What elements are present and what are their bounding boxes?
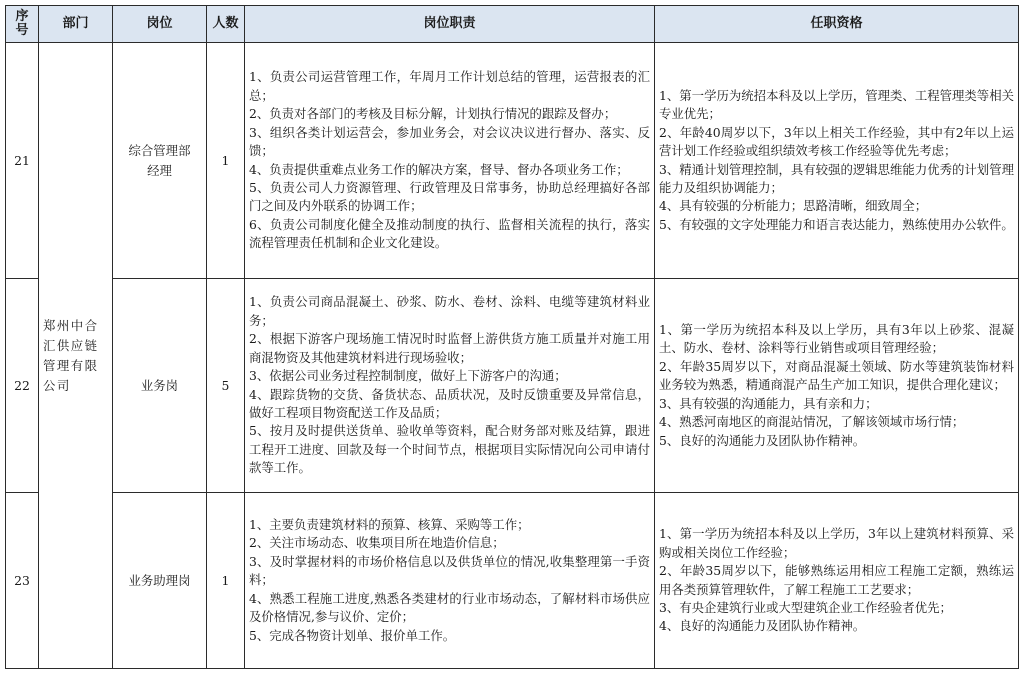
qualification-item: 5、有较强的文字处理能力和语言表达能力，熟练使用办公软件。: [659, 216, 1014, 232]
duty-item: 5、按月及时提供送货单、验收单等资料，配合财务部对账及结算，跟进工程开工进度、回款及每一个时间节点，根据项目实际情况向公司申请付款等工作。: [249, 423, 650, 476]
qualification-item: 4、熟悉河南地区的商混站情况，了解该领域市场行情；: [659, 414, 965, 430]
header-position: 岗位: [113, 6, 207, 43]
row-duties: [245, 43, 655, 279]
header-row: [6, 6, 1019, 43]
qualification-item: 4、具有较强的分析能力；思路清晰，细致周全；: [659, 198, 928, 214]
qualification-item: 5、良好的沟通能力及团队协作精神。: [659, 432, 866, 448]
header-count: 人数: [207, 6, 245, 43]
table-row: [6, 279, 1019, 493]
qualification-item: 3、精通计划管理控制，具有较强的逻辑思维能力优秀的计划管理能力及组织协调能力；: [659, 161, 1014, 195]
job-table: [5, 5, 1019, 669]
row-position: 业务助理岗: [113, 493, 207, 669]
row-count: 1: [207, 493, 245, 669]
duty-item: 4、负责提供重难点业务工作的解决方案，督导、督办各项业务工作；: [249, 161, 629, 177]
duty-item: 3、依据公司业务过程控制制度，做好上下游客户的沟通；: [249, 368, 567, 384]
duty-item: 6、负责公司制度化健全及推动制度的执行、监督相关流程的执行，落实流程管理责任机制和企业文化建设。: [249, 216, 650, 251]
duty-item: 5、完成各物资计划单、报价单工作。: [249, 627, 456, 643]
duty-item: 1、主要负责建筑材料的预算、核算、采购等工作；: [249, 517, 530, 533]
duty-item: 2、根据下游客户现场施工情况时时监督上游供货方施工质量并对施工用商混物资及其他建筑材料进行现场验收；: [249, 331, 650, 365]
duty-item: 4、熟悉工程施工进度,熟悉各类建材的行业市场动态，了解材料市场供应及价格情况,参与议价、定价；: [249, 590, 650, 625]
row-seq: 23: [6, 493, 39, 669]
qualification-item: 4、良好的沟通能力及团队协作精神。: [659, 618, 866, 634]
duty-item: 5、负责公司人力资源管理、行政管理及日常事务，协助总经理搞好各部门之间及内外联系的协调工作；: [249, 179, 650, 214]
row-count: 5: [207, 279, 245, 493]
header-dept: 部门: [39, 6, 113, 43]
duty-item: 2、关注市场动态、收集项目所在地造价信息；: [249, 535, 505, 551]
duty-item: 1、负责公司运营管理工作，年周月工作计划总结的管理，运营报表的汇总；: [249, 69, 650, 103]
table-row: [6, 43, 1019, 279]
qualification-item: 3、具有较强的沟通能力，具有亲和力；: [659, 395, 878, 411]
table-row: [6, 493, 1019, 669]
row-qualifications: [655, 493, 1019, 669]
row-duties: [245, 279, 655, 493]
header-duties: 岗位职责: [245, 6, 655, 43]
duty-item: 3、组织各类计划运营会，参加业务会，对会议决议进行督办、落实、反馈；: [249, 124, 650, 159]
qualification-item: 2、年龄35周岁以下，能够熟练运用相应工程施工定额，熟练运用各类预算管理软件，了解工程施工工艺要求；: [659, 563, 1014, 597]
department-cell: 郑州中合汇供应链管理有限公司: [39, 43, 113, 669]
duty-item: 4、跟踪货物的交货、备货状态、品质状况，及时反馈重要及异常信息，做好工程项目物资配送工作及品质；: [249, 386, 650, 420]
row-count: 1: [207, 43, 245, 279]
row-seq: 22: [6, 279, 39, 493]
duty-item: 2、负责对各部门的考核及目标分解，计划执行情况的跟踪及督办；: [249, 106, 617, 122]
row-position: 业务岗: [113, 279, 207, 493]
duty-item: 1、负责公司商品混凝土、砂浆、防水、卷材、涂料、电缆等建筑材料业务；: [249, 294, 650, 328]
row-seq: 21: [6, 43, 39, 279]
qualification-item: 1、第一学历为统招本科及以上学历，管理类、工程管理类等相关专业优先；: [659, 87, 1014, 122]
qualification-item: 2、年龄35周岁以下，对商品混凝土领域、防水等建筑装饰材料业务较为熟悉，精通商混产品生产加工知识，提供合理化建议；: [659, 358, 1014, 393]
duty-item: 3、及时掌握材料的市场价格信息以及供货单位的情况,收集整理第一手资料；: [249, 553, 650, 588]
row-qualifications: [655, 43, 1019, 279]
qualification-item: 1、第一学历为统招本科及以上学历，3年以上建筑材料预算、采购或相关岗位工作经验；: [659, 526, 1014, 560]
header-qualifications: 任职资格: [655, 6, 1019, 43]
qualification-item: 3、有央企建筑行业或大型建筑企业工作经验者优先；: [659, 599, 952, 615]
qualification-item: 1、第一学历为统招本科及以上学历，具有3年以上砂浆、混凝土、防水、卷材、涂料等行业销售或项目管理经验；: [659, 322, 1014, 356]
row-position: 综合管理部经理: [113, 43, 207, 279]
row-qualifications: [655, 279, 1019, 493]
row-duties: [245, 493, 655, 669]
qualification-item: 2、年龄40周岁以下，3年以上相关工作经验，其中有2年以上运营计划工作经验或组织绩效考核工作经验等优先考虑；: [659, 124, 1014, 159]
header-seq: 序号: [6, 6, 39, 43]
